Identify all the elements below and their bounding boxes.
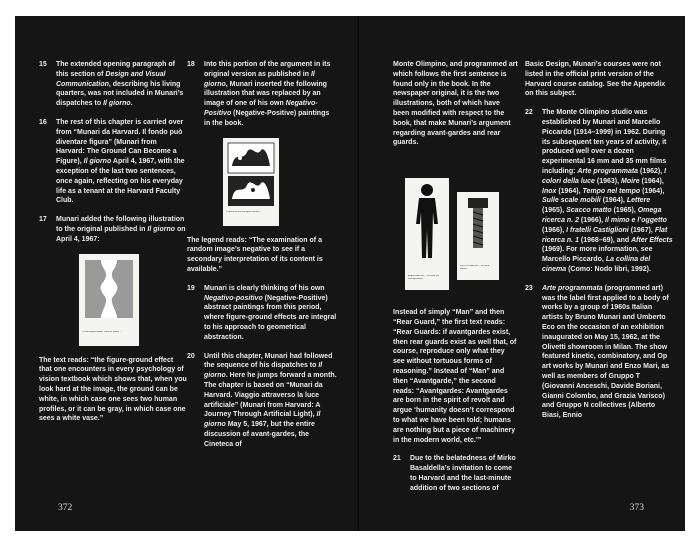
note-text: The Monte Olimpino studio was established by Munari and Marcello Piccardo (1914–1999) in 1962. During its subsequent ten years of activity, it produced well over a dozen experimental 16 mm and 35 mm films including: Arte programmata (1962), I colori della luce (1963), Moire (1964), Inox (1964), Tempo nel tempo (1964), Sulle scale mobili (1964), Lettere (1965), Scacco matto (1965), Omega ricerca n. 2 (1966), Il mimo e l’oggetto (1966), I fratelli Castiglioni (1967), Flat ricerca n. 1 (1968–69), and After Effects (1969). For more information, see Marcello Piccardo, La collina del cinema (Como: Nodo libri, 1992).	[542, 109, 673, 273]
note-19	[187, 284, 337, 343]
note-text: Into this portion of the argument in its original version as published in Il giorno, Munari inserted the following illustration that was replaced by an image of one of his own Negativo-Positivo (Negative-Positive) paintings in the book.	[204, 61, 331, 127]
legend-translation: The legend reads: “The examination of a random image’s negative to see if a secondary interpretation of its content is available.”	[187, 236, 323, 273]
man-figure-illustration	[405, 178, 449, 290]
figure-caption: La prova di una immagine casuale ...	[226, 210, 262, 213]
note-number: 22	[525, 109, 533, 117]
continued-text: Basic Design, Munari’s courses were not listed in the official print version of the Harvard course catalog. See the Appendix on this subject.	[525, 61, 666, 98]
note-20	[187, 352, 337, 450]
note-text: Munari is clearly thinking of his own Negativo-positivo (Negative-Positive) abstract paintings from this period, where figure-ground effects are integral to his approach to geometrical abstraction.	[204, 284, 337, 341]
note-number: 20	[187, 352, 195, 360]
left-column-1	[39, 60, 187, 433]
note-number: 17	[39, 216, 47, 224]
figure-caption: RETROGUARDIA — Se avete ancora...	[460, 265, 490, 271]
note-23	[525, 284, 673, 421]
note-15	[39, 60, 187, 109]
right-page	[359, 16, 685, 531]
note-text: Arte programmata (programmed art) was the label first applied to a body of works by a group of 1960s Italian artists by Bruno Munari and Umberto Eco on the occasion of an exhibition inaugurated on May 15, 1962, at the Olivetti showroom in Milan. The show featured kinetic, combinatory, and Op art works by Munari and Enzo Mari, as well as members of Gruppo T (Giovanni Anceschi, Davide Boriani, Gianni Colombo, and Grazia Varisco) and Gruppo N collectives (Alberto Biasi, Ennio	[542, 284, 670, 420]
note-number: 18	[187, 61, 195, 68]
note-text: Due to the belatedness of Mirko Basaldella’s invitation to come to Harvard and the last-minute addition of two sections of	[410, 455, 516, 492]
note-17	[39, 215, 187, 244]
right-column-1	[393, 60, 518, 503]
figure-caption: AVANGUARDIA — Se avete più immaginazione...	[408, 275, 440, 281]
note-18	[187, 60, 337, 129]
note-text: Until this chapter, Munari had followed the sequence of his dispatches to Il giorno. Here he jumps forward a month. The chapter is based on “Munari da Harvard. Viaggio attraverso la luce artificiale” (Munari from Harvard: A Journey Through Artificial Light), Il giorno May 5, 1967, but the entire discussion of avant-gardes, the Cineteca of	[204, 352, 337, 448]
note-number: 21	[393, 455, 401, 463]
bolt-figure-illustration	[457, 192, 499, 280]
negative-image-illustration	[223, 138, 279, 226]
figure-caption: L’ultima figura-sfondo, come da notare ...	[82, 330, 122, 333]
right-column-2	[525, 60, 673, 430]
rubin-vase-illustration	[79, 254, 139, 346]
avantgarde-rearguard-illustrations	[393, 178, 518, 298]
book-spread	[15, 16, 685, 531]
left-page	[15, 16, 357, 531]
note-number: 23	[525, 284, 533, 292]
note-number: 19	[187, 284, 195, 292]
random-image-negative	[223, 138, 279, 210]
human-silhouette-image	[405, 178, 449, 264]
left-column-2	[187, 60, 337, 459]
note-text: The rest of this chapter is carried over from “Munari da Harvard. Il fondo può diventare figura” (Munari from Harvard: The Ground Can Become a Figure), Il giorno April 4, 1967, with the exception of the last two sentences, once again, reflecting on his everyday life as a tenant at the Harvard Faculty Club.	[56, 118, 185, 205]
note-number: 16	[39, 118, 47, 126]
rubin-vase-image	[79, 254, 139, 322]
page-number-right: 373	[629, 503, 644, 514]
note-22	[525, 108, 673, 275]
note-number: 15	[39, 61, 47, 68]
bolt-image	[457, 192, 499, 254]
note-21	[393, 454, 518, 493]
note-text: Munari added the following illustration to the original published in Il giorno on April 4, 1967:	[56, 216, 186, 243]
note-16	[39, 118, 187, 206]
figure-text-translation: Instead of simply “Man” and then “Rear Guard,” the first text reads: “Rear Guards: if avantgardes exist, then rear guards exist as well that, of course, reproduce only what they see without tortuous forms of reasoning.” Instead of “Man” and then “Avantgarde,” the second reads: “Avantgardes: Avantgardes are born in the spirit of revolt and argue ‘humanity doesn’t correspond to what we have been told; humans are nothing but a piece of machinery in the modern world, etc.’”	[393, 309, 517, 444]
figure-text-translation: The text reads: “the figure-ground effect that one encounters in every psychology of vision textbook which shows that, when you look hard at the image, the ground can be white, in which case one sees two human profiles, or it can be gray, in which case one sees a white vase.”	[39, 356, 187, 423]
page-number-left: 372	[58, 503, 73, 514]
note-text: The extended opening paragraph of this section of Design and Visual Communication, describing his living quarters, was not included in Munari’s dispatches to Il giorno.	[56, 61, 184, 108]
continued-text: Monte Olimpino, and programmed art which follows the first sentence is found only in the book. In the newspaper original, it is the two illustrations, both of which have been modified with respect to the book, that make Munari’s argument regarding avant-gardes and rear guards.	[393, 61, 518, 147]
